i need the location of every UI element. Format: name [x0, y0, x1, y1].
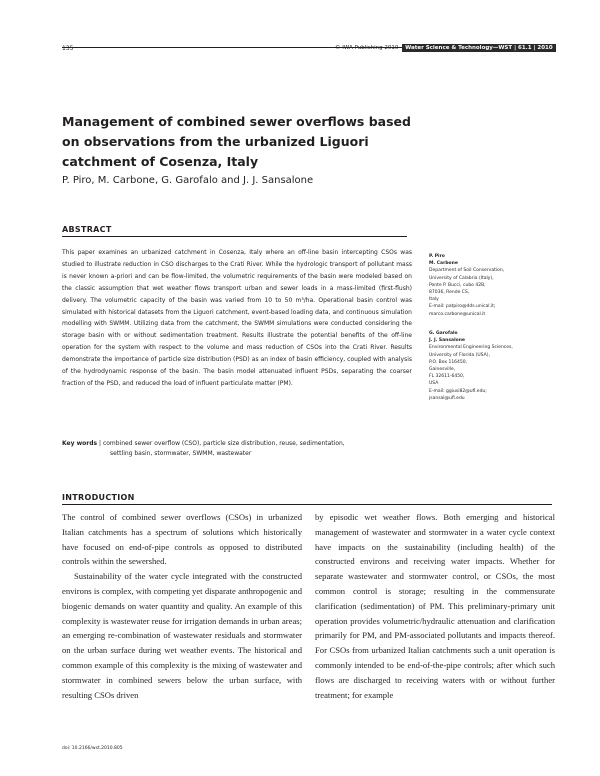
keywords-line2: settling basin, stormwater, SWMM, wastewater	[110, 450, 252, 457]
paragraph: Sustainability of the water cycle integrated with the constructed environs is complex, with competing yet disparate anthropogenic and biogenic demands on water quantity and quality. An example of this complexity is wastewater reuse for irrigation demands in urban areas; an emerging re-combination of wastewater residuals and stormwater on the urban surface during wet weather events. The historical and common example of this complexity is the mixing of wastewater and stormwater in combined sewers below the urban surface, with resulting CSOs driven	[62, 571, 302, 700]
abstract-heading: ABSTRACT	[62, 225, 112, 234]
paragraph: The control of combined sewer overflows (CSOs) in urbanized Italian catchments has a spectrum of solutions which historically have focused on end-of-pipe controls as opposed to distributed controls within the sewershed.	[62, 512, 302, 567]
abstract-text: This paper examines an urbanized catchment in Cosenza, Italy where an off-line basin intercepting CSOs was studied to illustrate reduction in CSO discharges to the Crati River. While the hydrologic transport of pollutant mass is never known a-priori and can be flow-limited, the volumetric requirements of the basin were modeled based on the classic assumption that wet weather flows transport urban and sewer loads in a mass-limited (first-flush) delivery. The volumetric capacity of the basin was varied from 10 to 50 m³/ha. Operational basin control was simulated with historical datasets from the Liguori catchment, event-based loading data, and continuous simulation modelling with SWMM. Utilizing data from the catchment, the SWMM simulations were conducted considering the storage basin with or without sedimentation treatment. Results illustrate the potential benefits of the off-line operation for the system with respect to the volume and mass reduction of CSOs into the Crati River. Results demonstrate the importance of particle size distribution (PSD) as an index of basin efficiency, coupled with analysis of the hydrodynamic response of the basin. The basin model attenuated influent PSDs, separating the coarser fraction of the PSD, and reduced the load of influent particulate matter (PM).	[62, 249, 412, 387]
introduction-heading: INTRODUCTION	[62, 493, 135, 502]
publisher-notice: © IWA Publishing 2010	[335, 45, 399, 51]
keywords-label: Key words	[62, 440, 98, 447]
affiliation-1	[429, 253, 559, 318]
affiliation-2-address: Environmental Engineering Sciences, University of Florida (USA), P.O. Box 116450, Gainesville, FL 32611-6450, USA E-mail: ggiusi82@ufl.edu; jsansal@ufl.edu	[429, 345, 513, 401]
affiliation-1-address: Department of Soil Conservation, University of Calabria (Italy), Ponte P. Bucci, cubo 42B, 87036, Rende CS, Italy E-mail: patpiro@dds.unical.it; marco.carbone@unical.it	[429, 268, 505, 317]
body-column-left	[62, 510, 302, 702]
doi: doi: 10.2166/wst.2010.805	[62, 746, 123, 751]
paper-title: Management of combined sewer overflows based on observations from the urbanized Liguori catchment of Cosenza, Italy	[62, 114, 411, 169]
affiliation-2-names: G. Garofalo J. J. Sansalone	[429, 331, 465, 344]
journal-badge: Water Science & Technology—WST | 61.1 | 2010	[402, 44, 556, 52]
body-column-right	[315, 510, 555, 702]
affiliation-1-names: P. Piro M. Carbone	[429, 254, 458, 267]
abstract-rule	[62, 236, 407, 237]
keywords-line1: combined sewer overflow (CSO), particle size distribution, reuse, sedimentation,	[102, 440, 345, 447]
keywords: Key words | combined sewer overflow (CSO), particle size distribution, reuse, sedimentation,	[62, 440, 345, 447]
page-number: 135	[62, 45, 74, 52]
affiliation-2	[429, 330, 559, 402]
introduction-rule	[62, 504, 552, 505]
paragraph: by episodic wet weather flows. Both emerging and historical management of wastewater and stormwater in a water cycle context have impacts on the sustainability (including health) of the constructed environs and receiving water impacts. Whether for separate wastewater and stormwater control, or CSOs, the most common control is storage; resulting in the commensurate clarification (sedimentation) of PM. This preliminary-primary unit operation provides volumetric/hydraulic attenuation and clarification primarily for PM, and PM-associated pollutants and impacts thereof. For CSOs from urbanized Italian catchments such a unit operation is commonly intended to be end-of-the-pipe controls; after which such flows are discharged to receiving waters with or without further treatment; for example	[315, 512, 555, 700]
author-list: P. Piro, M. Carbone, G. Garofalo and J. J. Sansalone	[62, 175, 314, 186]
running-header	[335, 45, 556, 51]
